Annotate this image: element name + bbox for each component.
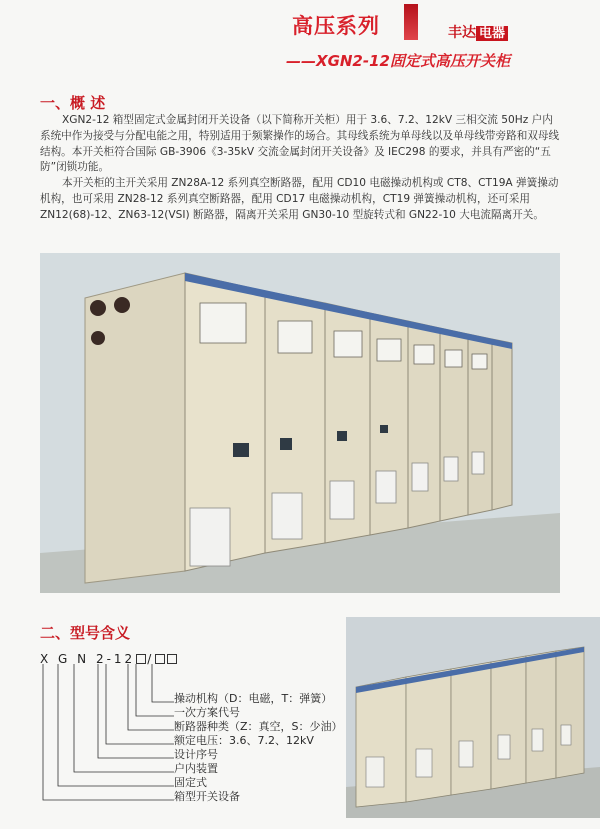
legend-item: 设计序号: [174, 748, 218, 761]
overview-paragraph-1: XGN2-12 箱型固定式金属封闭开关设备（以下简称开关柜）用于 3.6、7.2、12kV 三相交流 50Hz 户内系统中作为接受与分配电能之用，特别适用于频繁操作的场合。其母线系统为单母线以及单母线带旁路和双母线结构。本开关柜符合国际 GB-3906《3-35kV 交流金属封闭开关设备》及 IEC298 的要求，并具有严密的“五防”闭锁功能。: [40, 114, 560, 174]
section-model-title: 二、型号含义: [40, 624, 131, 642]
brand-name: 丰达: [448, 25, 476, 41]
product-subtitle: ——XGN2-12固定式高压开关柜: [286, 52, 510, 70]
model-code: X G N 2-12 /: [40, 652, 178, 666]
code-box-2: [155, 654, 165, 664]
legend-item: 户内装置: [174, 762, 218, 775]
legend-item: 箱型开关设备: [174, 790, 240, 803]
model-legend-lines: [40, 664, 180, 804]
legend-item: 断路器种类（Z：真空，S：少油）: [174, 720, 343, 733]
overview-paragraph-2: 本开关柜的主开关采用 ZN28A-12 系列真空断路器，配用 CD10 电磁操动机构或 CT8、CT19A 弹簧操动机构，也可采用 ZN28-12 系列真空断路器，配用 CD17 电磁操动机构，CT19 弹簧操动机构，还可采用 ZN12(68)-12、ZN63-12(VSI) 断路器，隔离开关采用 GN30-10 型旋转式和 GN22-10 大电流隔离开关。: [40, 177, 559, 221]
code-box-1: [136, 654, 146, 664]
switchgear-row-photo: [346, 617, 600, 818]
brand-stripe: [404, 4, 418, 40]
code-box-3: [167, 654, 177, 664]
brand-logo: [448, 22, 528, 44]
overview-text: [40, 113, 560, 224]
section-overview-title: 一、概 述: [40, 94, 106, 112]
legend-item: 固定式: [174, 776, 207, 789]
legend-item: 额定电压：3.6、7.2、12kV: [174, 734, 314, 747]
series-title: 高压系列: [292, 14, 380, 38]
brand-tag: 电器: [476, 26, 508, 41]
model-prefix: X G N 2-12: [40, 652, 136, 666]
switchgear-photo: [40, 253, 560, 593]
legend-item: 一次方案代号: [174, 706, 240, 719]
legend-item: 操动机构（D：电磁，T：弹簧）: [174, 692, 333, 705]
